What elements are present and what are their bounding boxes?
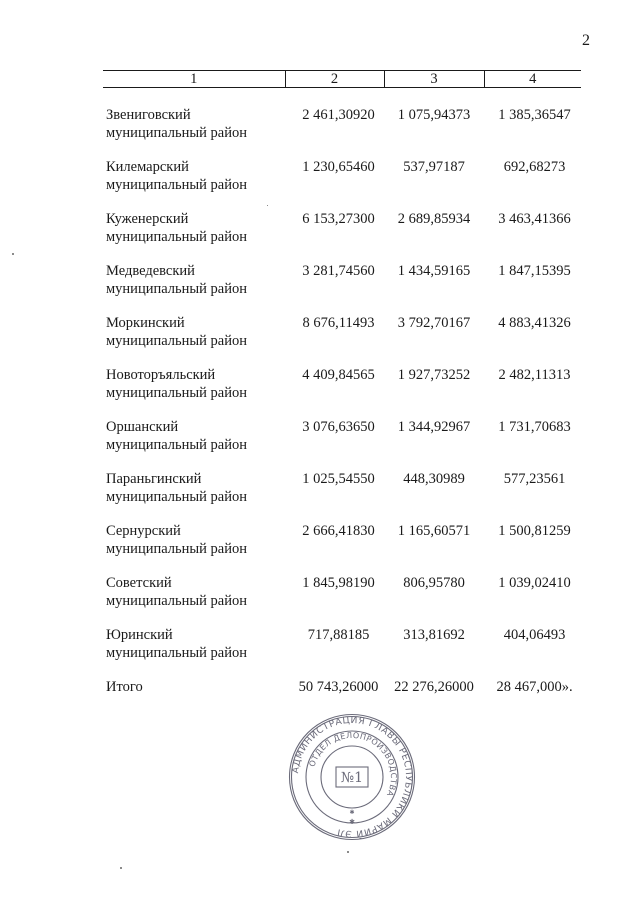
value-col-4: 3 463,41366 xyxy=(498,211,571,227)
value-col-3: 1 927,73252 xyxy=(397,367,471,383)
district-name: Советский xyxy=(106,575,172,591)
value-col-2: 8 676,11493 xyxy=(302,315,375,331)
table-row xyxy=(103,626,581,678)
district-name: Юринский xyxy=(106,627,173,643)
district-name: Оршанский xyxy=(106,419,179,435)
district-type: муниципальный район xyxy=(106,229,247,245)
official-seal-stamp xyxy=(288,713,416,841)
district-type: муниципальный район xyxy=(106,645,247,661)
district-name: Куженерский xyxy=(106,211,189,227)
value-col-2: 1 230,65460 xyxy=(302,159,375,175)
value-col-4: 1 731,70683 xyxy=(498,419,571,435)
value-col-3: 1 165,60571 xyxy=(397,523,471,539)
district-name-cell xyxy=(103,574,285,626)
district-name-cell xyxy=(103,262,285,314)
value-col-2: 4 409,84565 xyxy=(302,367,375,383)
value-col-4: 1 500,81259 xyxy=(498,523,571,539)
table-spacer xyxy=(103,88,581,107)
seal-icon xyxy=(288,713,416,841)
value-col-3: 3 792,70167 xyxy=(397,315,471,331)
table-row xyxy=(103,366,581,418)
table-row xyxy=(103,210,581,262)
value-col-4: 692,68273 xyxy=(503,159,566,175)
district-name: Медведевский xyxy=(106,263,195,279)
table-row xyxy=(103,158,581,210)
district-name-cell xyxy=(103,158,285,210)
scan-speck xyxy=(267,205,268,206)
total-label: Итого xyxy=(106,679,143,695)
svg-text:✱: ✱ xyxy=(349,809,355,816)
header-col-2: 2 xyxy=(285,71,384,88)
district-type: муниципальный район xyxy=(106,489,247,505)
value-col-4: 1 039,02410 xyxy=(498,575,571,591)
table-row xyxy=(103,262,581,314)
district-type: муниципальный район xyxy=(106,125,247,141)
scan-speck xyxy=(347,851,349,853)
page-number: 2 xyxy=(582,32,590,49)
table-row xyxy=(103,574,581,626)
table-row xyxy=(103,522,581,574)
district-name-cell xyxy=(103,210,285,262)
district-type: муниципальный район xyxy=(106,333,247,349)
district-type: муниципальный район xyxy=(106,281,247,297)
value-col-3: 1 075,94373 xyxy=(397,107,471,123)
district-type: муниципальный район xyxy=(106,593,247,609)
district-name: Моркинский xyxy=(106,315,185,331)
district-name: Параньгинский xyxy=(106,471,202,487)
seal-number: №1 xyxy=(340,770,364,786)
district-name-cell xyxy=(103,418,285,470)
district-name-cell xyxy=(103,470,285,522)
svg-text:ОТДЕЛ ДЕЛОПРОИЗВОДСТВА xyxy=(307,731,398,798)
district-name-cell xyxy=(103,626,285,678)
value-col-4: 404,06493 xyxy=(503,627,566,643)
district-type: муниципальный район xyxy=(106,541,247,557)
district-name: Звениговский xyxy=(106,107,191,123)
value-col-4: 4 883,41326 xyxy=(498,315,571,331)
value-col-3: 448,30989 xyxy=(403,471,465,487)
seal-inner-text: ОТДЕЛ ДЕЛОПРОИЗВОДСТВА xyxy=(307,730,399,798)
district-type: муниципальный район xyxy=(106,177,247,193)
district-type: муниципальный район xyxy=(106,385,247,401)
value-col-3: 1 434,59165 xyxy=(397,263,471,279)
table-row xyxy=(103,418,581,470)
seal-outer-text: АДМИНИСТРАЦИЯ ГЛАВЫ РЕСПУБЛИКИ МАРИЙ ЭЛ xyxy=(290,714,415,840)
value-col-4: 2 482,11313 xyxy=(498,367,571,383)
scan-speck xyxy=(12,253,14,255)
header-col-1: 1 xyxy=(103,71,285,88)
value-col-2: 1 845,98190 xyxy=(302,575,375,591)
district-name: Сернурский xyxy=(106,523,181,539)
table-header-row xyxy=(103,71,581,88)
value-col-4: 577,23561 xyxy=(503,471,566,487)
header-col-3: 3 xyxy=(384,71,484,88)
value-col-4: 1 385,36547 xyxy=(498,107,571,123)
svg-text:✱: ✱ xyxy=(349,818,355,826)
value-col-2: 2 666,41830 xyxy=(302,523,375,539)
value-col-2: 1 025,54550 xyxy=(302,471,375,487)
scan-speck xyxy=(120,867,122,869)
table-row xyxy=(103,106,581,158)
district-name-cell xyxy=(103,314,285,366)
total-col-2: 50 743,26000 xyxy=(298,679,379,695)
district-name: Килемарский xyxy=(106,159,189,175)
table-row xyxy=(103,314,581,366)
district-type: муниципальный район xyxy=(106,437,247,453)
table-body xyxy=(103,88,581,731)
value-col-2: 2 461,30920 xyxy=(302,107,375,123)
district-name-cell xyxy=(103,522,285,574)
value-col-3: 313,81692 xyxy=(403,627,465,643)
distribution-table xyxy=(103,70,581,730)
total-col-3: 22 276,26000 xyxy=(394,679,474,695)
header-col-4: 4 xyxy=(484,71,581,88)
value-col-3: 2 689,85934 xyxy=(397,211,471,227)
value-col-3: 537,97187 xyxy=(403,159,465,175)
district-name-cell xyxy=(103,366,285,418)
district-name: Новоторъяльский xyxy=(106,367,216,383)
total-col-4: 28 467,000». xyxy=(496,679,573,695)
value-col-2: 3 076,63650 xyxy=(302,419,375,435)
value-col-3: 806,95780 xyxy=(403,575,465,591)
value-col-2: 717,88185 xyxy=(307,627,370,643)
value-col-2: 3 281,74560 xyxy=(302,263,375,279)
value-col-2: 6 153,27300 xyxy=(302,211,375,227)
value-col-4: 1 847,15395 xyxy=(498,263,571,279)
district-name-cell xyxy=(103,106,285,158)
table-row xyxy=(103,470,581,522)
value-col-3: 1 344,92967 xyxy=(397,419,471,435)
